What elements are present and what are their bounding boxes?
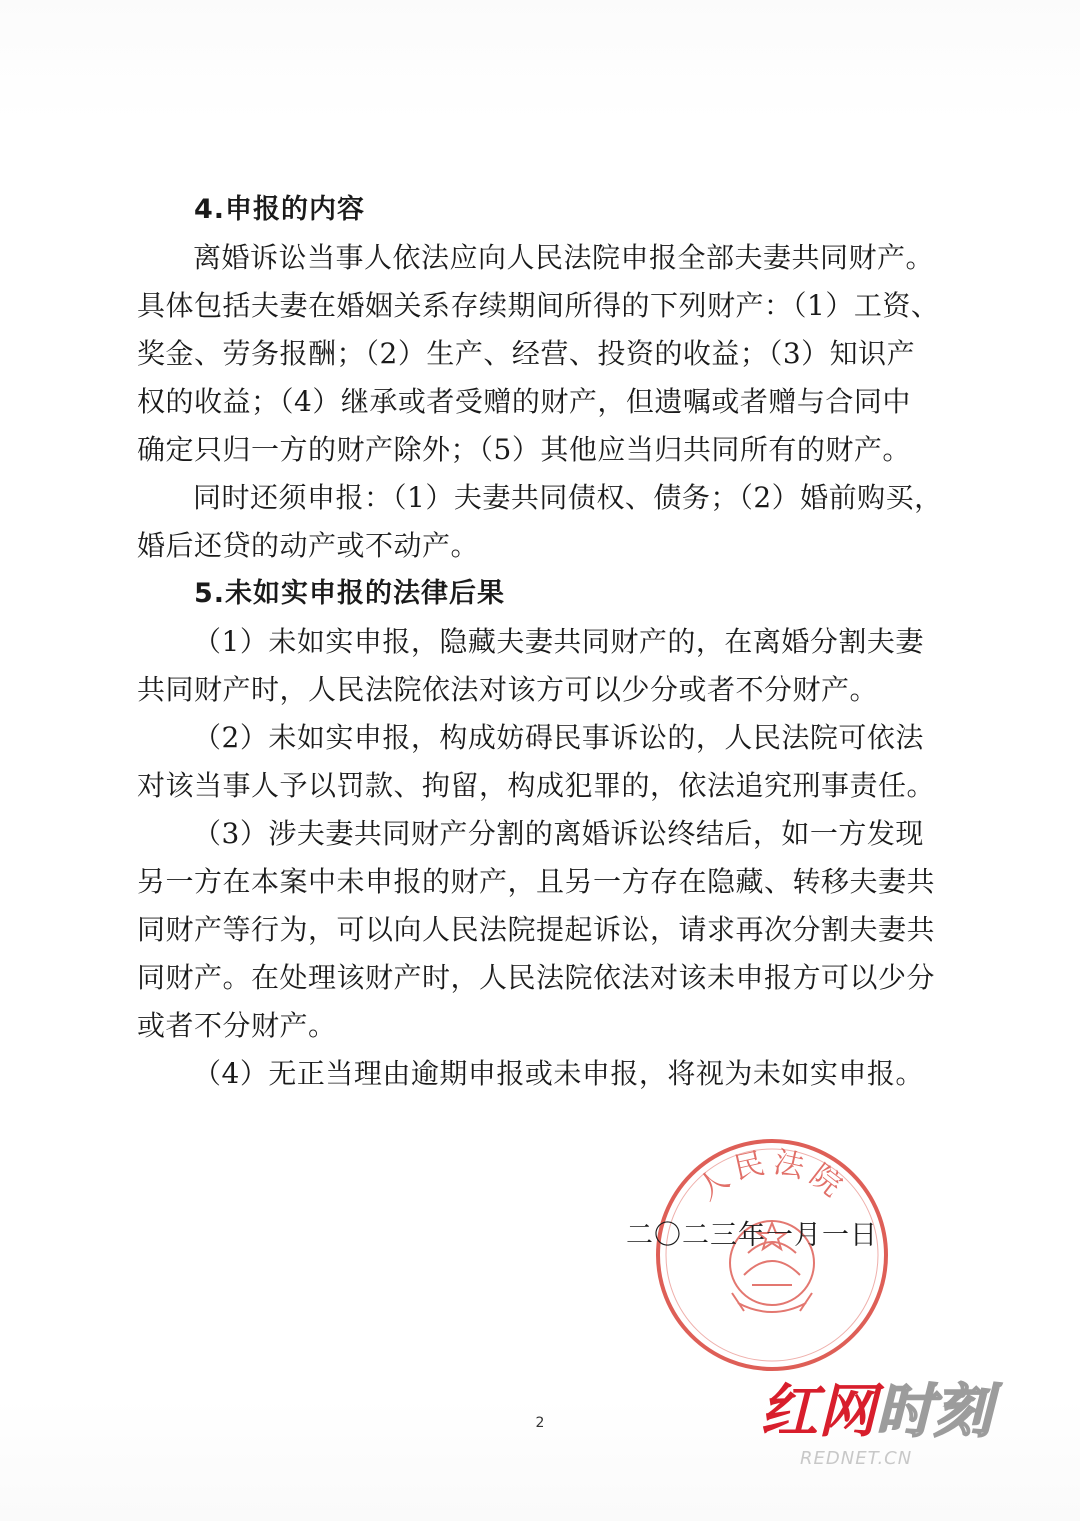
document-date: 二〇二三年一月一日 <box>626 1220 878 1251</box>
section-declaration-content <box>137 186 943 570</box>
document-body <box>137 186 943 1098</box>
paragraph <box>137 714 943 810</box>
text-line: 奖金、劳务报酬；（2）生产、经营、投资的收益；（3）知识产 <box>137 337 916 370</box>
paragraph <box>137 234 943 474</box>
text-line: 权的收益；（4）继承或者受赠的财产，但遗嘱或者赠与合同中 <box>137 385 911 418</box>
text-line: （2）未如实申报，构成妨碍民事诉讼的，人民法院可依法 <box>193 721 924 754</box>
text-line: 离婚诉讼当事人依法应向人民法院申报全部夫妻共同财产。 <box>193 241 935 274</box>
text-line: 共同财产时，人民法院依法对该方可以少分或者不分财产。 <box>137 673 879 706</box>
page-number: 2 <box>535 1415 545 1431</box>
text-line: 婚后还贷的动产或不动产。 <box>137 529 480 562</box>
section-legal-consequences <box>137 570 943 1098</box>
text-line: （1）未如实申报，隐藏夫妻共同财产的，在离婚分割夫妻 <box>193 625 924 658</box>
paragraph <box>137 474 943 570</box>
text-line: （4）无正当理由逾期申报或未申报，将视为未如实申报。 <box>193 1057 924 1090</box>
section-heading: 5.未如实申报的法律后果 <box>194 578 506 609</box>
paragraph <box>137 810 943 1050</box>
text-line: （3）涉夫妻共同财产分割的离婚诉讼终结后，如一方发现 <box>193 817 924 850</box>
watermark-domain: REDNET.CN <box>800 1448 913 1469</box>
paragraph <box>137 618 943 714</box>
paragraph <box>137 1050 943 1098</box>
text-line: 同时还须申报：（1）夫妻共同债权、债务；（2）婚前购买， <box>193 481 943 514</box>
text-line: 同财产等行为，可以向人民法院提起诉讼，请求再次分割夫妻共 <box>137 913 936 946</box>
text-line: 或者不分财产。 <box>137 1009 337 1042</box>
text-line: 确定只归一方的财产除外；（5）其他应当归共同所有的财产。 <box>137 433 911 466</box>
watermark-gray-text: 时刻 <box>876 1377 993 1445</box>
text-line: 具体包括夫妻在婚姻关系存续期间所得的下列财产：（1）工资、 <box>137 289 940 322</box>
text-line: 另一方在本案中未申报的财产，且另一方存在隐藏、转移夫妻共 <box>137 865 936 898</box>
rednet-watermark-logo <box>760 1378 1050 1488</box>
watermark-red-text: 红网 <box>760 1377 877 1445</box>
watermark-wordmark <box>760 1378 992 1444</box>
section-heading: 4.申报的内容 <box>194 194 366 225</box>
text-line: 对该当事人予以罚款、拘留，构成犯罪的，依法追究刑事责任。 <box>137 769 936 802</box>
text-line: 同财产。在处理该财产时，人民法院依法对该未申报方可以少分 <box>137 961 936 994</box>
seal-lettering: 人民法院 <box>691 1144 853 1208</box>
